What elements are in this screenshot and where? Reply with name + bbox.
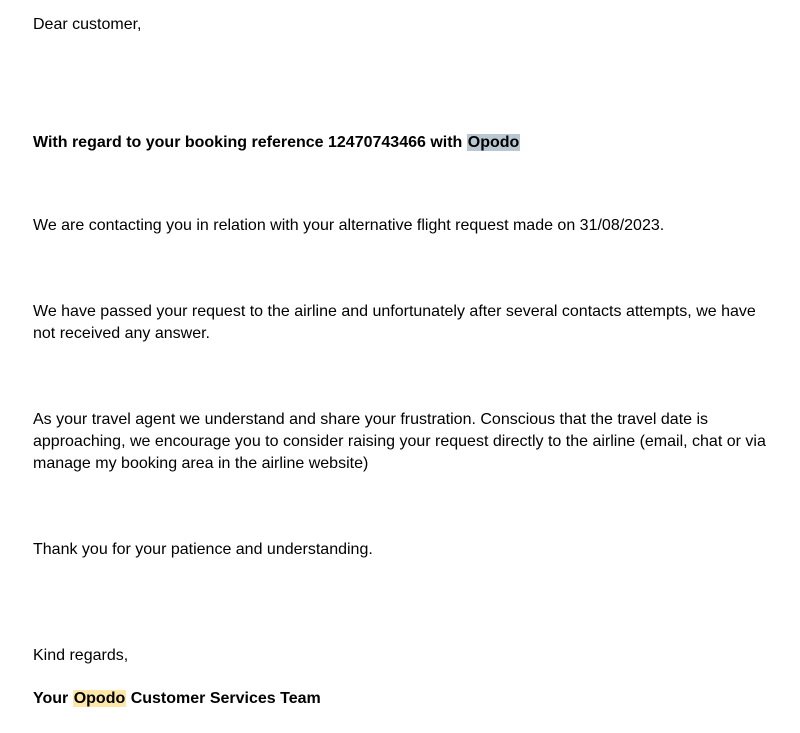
greeting: Dear customer,	[33, 16, 142, 33]
booking-reference-text: With regard to your booking reference 12470743466 with	[33, 134, 467, 151]
paragraph-recommendation: As your travel agent we understand and share your frustration. Conscious that the travel date is approaching, we encourage you to consider raising your request directly to the airline (email, chat or via manage my booking area in the airline website)	[33, 411, 766, 472]
paragraph-airline-contact: We have passed your request to the airline and unfortunately after several contacts attempts, we have not received any answer.	[33, 303, 756, 342]
signature-company-highlight: Opodo	[73, 690, 126, 707]
company-name-highlight: Opodo	[467, 134, 520, 151]
closing: Kind regards,	[33, 647, 129, 664]
paragraph-thanks: Thank you for your patience and understanding.	[33, 541, 373, 558]
paragraph-flight-request: We are contacting you in relation with your alternative flight request made on 31/08/2023.	[33, 217, 665, 234]
signature	[33, 688, 321, 710]
signature-prefix: Your	[33, 690, 73, 707]
signature-suffix: Customer Services Team	[126, 690, 321, 707]
booking-reference-line	[33, 132, 520, 154]
